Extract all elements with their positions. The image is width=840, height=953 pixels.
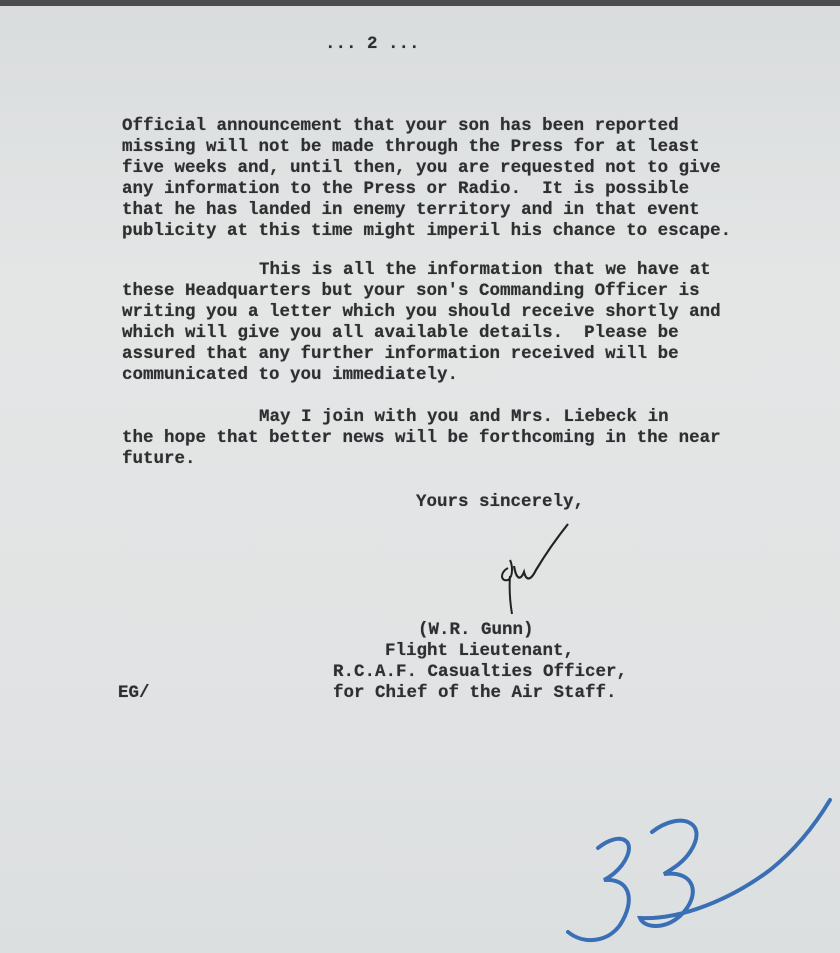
page-edge <box>0 0 840 6</box>
paragraph-1-line: missing will not be made through the Press for at least <box>122 137 700 157</box>
paragraph-1-line: five weeks and, until then, you are requested not to give <box>122 158 721 178</box>
paragraph-1-line: publicity at this time might imperil his chance to escape. <box>122 221 732 241</box>
paragraph-3-line: future. <box>122 449 196 469</box>
typist-initials: EG/ <box>118 683 150 703</box>
paragraph-2-line: writing you a letter which you should receive shortly and <box>122 302 721 322</box>
paragraph-2-line: these Headquarters but your son's Commanding Officer is <box>122 281 700 301</box>
paragraph-1-line: Official announcement that your son has been reported <box>122 116 679 136</box>
signatory-title: R.C.A.F. Casualties Officer, <box>333 662 628 682</box>
paragraph-2-line: assured that any further information received will be <box>122 344 679 364</box>
signatory-name: (W.R. Gunn) <box>418 620 534 640</box>
signatory-office: for Chief of the Air Staff. <box>333 683 617 703</box>
signature <box>490 520 580 620</box>
paragraph-2-line: which will give you all available details. Please be <box>122 323 679 343</box>
paragraph-3-line: the hope that better news will be forthcoming in the near <box>122 428 721 448</box>
handwritten-page-number <box>560 770 840 953</box>
page-number: ... 2 ... <box>325 34 420 54</box>
paragraph-1-line: that he has landed in enemy territory and in that event <box>122 200 700 220</box>
signatory-rank: Flight Lieutenant, <box>385 641 575 661</box>
closing: Yours sincerely, <box>416 492 585 512</box>
paragraph-2-line: communicated to you immediately. <box>122 365 459 385</box>
paragraph-3-line: May I join with you and Mrs. Liebeck in <box>259 407 669 427</box>
paragraph-1-line: any information to the Press or Radio. It is possible <box>122 179 690 199</box>
paragraph-2-line: This is all the information that we have at <box>259 260 711 280</box>
